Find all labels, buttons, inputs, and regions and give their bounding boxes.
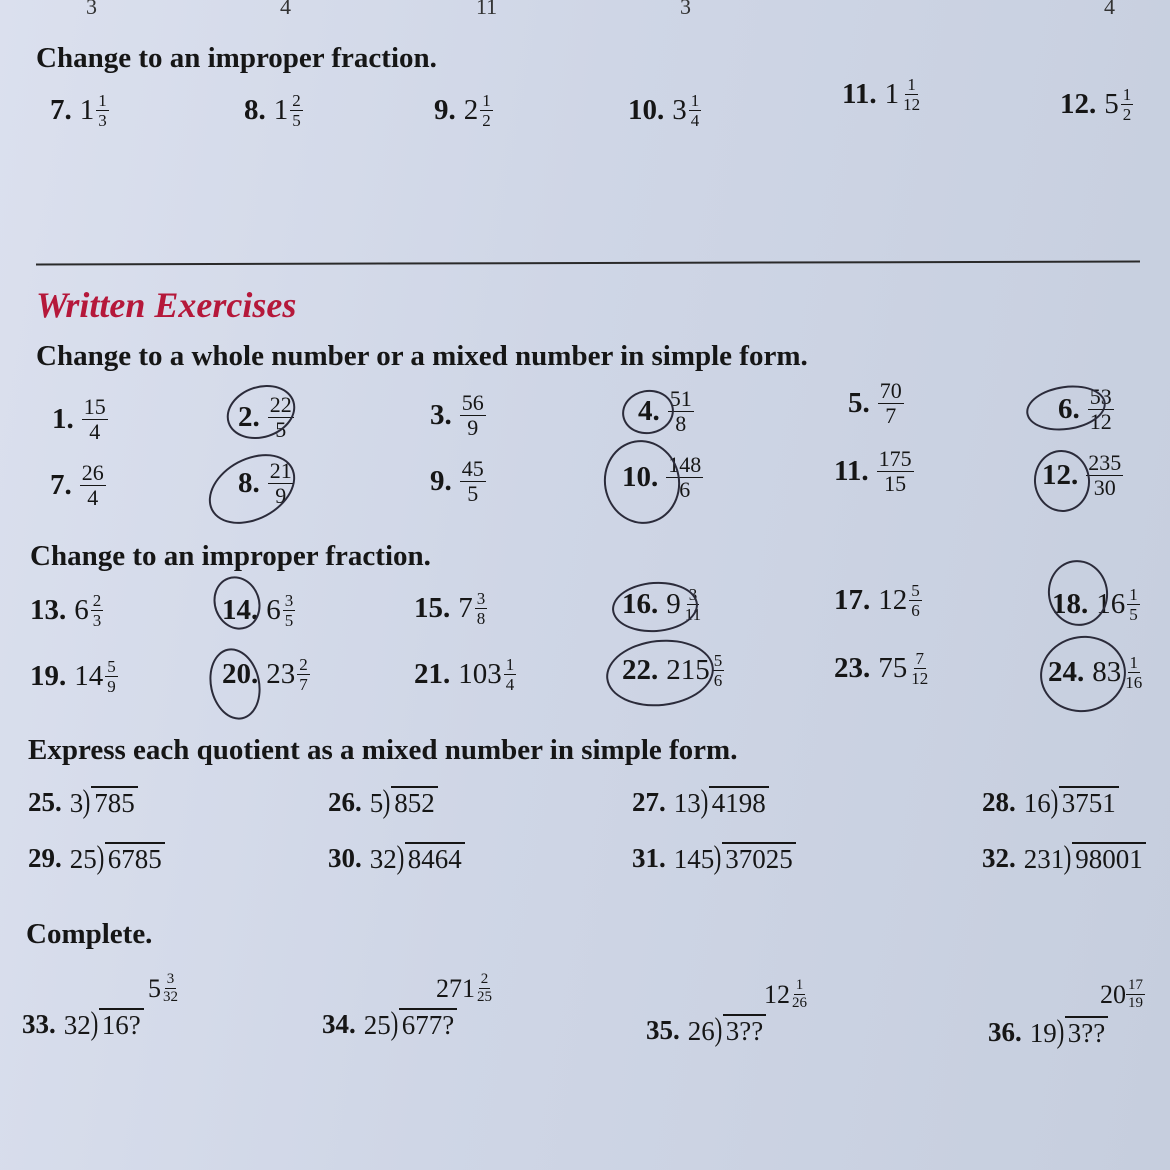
division-bracket: ): [90, 1006, 99, 1043]
division-bracket: ): [714, 1012, 723, 1049]
top-number: 11: [476, 0, 498, 19]
exercise-number: 28.: [982, 787, 1016, 818]
exercise-number: 9.: [434, 94, 456, 126]
fraction: [504, 656, 517, 693]
dividend: 98001: [1072, 842, 1146, 875]
quotient-whole: 271: [436, 973, 475, 1003]
exercise-b-9: [430, 458, 486, 505]
exercise-number: 26.: [328, 787, 362, 818]
quotient-whole: 20: [1100, 979, 1126, 1009]
denominator: 6: [713, 671, 723, 690]
exercise-number: 18.: [1052, 588, 1089, 620]
exercise-d-26: [328, 786, 438, 819]
division-line: [322, 1008, 457, 1041]
fraction: [909, 582, 922, 619]
fraction: [1121, 86, 1134, 123]
denominator: 9: [275, 483, 287, 508]
long-division: [674, 786, 769, 819]
exercise-c-21: [414, 656, 516, 693]
exercise-b-3: [430, 392, 486, 439]
dividend: 677?: [399, 1008, 457, 1041]
top-number: 4: [1104, 0, 1115, 19]
numerator: 2: [92, 591, 102, 610]
exercise-number: 9.: [430, 465, 452, 497]
whole-part: 1: [79, 94, 95, 126]
denominator: 4: [89, 419, 101, 444]
divisor: 231: [1023, 844, 1065, 875]
exercise-number: 31.: [632, 843, 666, 874]
exercise-a-9: [434, 92, 493, 129]
denominator: 5: [275, 417, 287, 442]
exercise-number: 2.: [238, 401, 260, 433]
quotient: [436, 972, 494, 1005]
long-division: [370, 786, 438, 819]
denominator: 4: [87, 485, 99, 510]
numerator: 53: [1089, 384, 1112, 409]
numerator: 45: [461, 456, 484, 481]
exercise-number: 16.: [622, 588, 659, 620]
denominator: 4: [505, 675, 515, 694]
whole-part: 12: [878, 584, 908, 616]
numerator: 1: [98, 91, 107, 110]
exercise-d-27: [632, 786, 769, 819]
denominator: 7: [885, 403, 897, 428]
exercise-number: 3.: [430, 399, 452, 431]
numerator: 2: [292, 91, 301, 110]
division-line: [22, 1008, 144, 1041]
denominator: 2: [1122, 105, 1132, 124]
denominator: 8: [675, 411, 687, 436]
numerator: 51: [669, 386, 692, 411]
numerator: 7: [915, 649, 924, 668]
fraction: [1086, 452, 1123, 499]
denominator: 3: [92, 611, 102, 630]
division-bracket: ): [396, 840, 405, 877]
section-divider: [36, 261, 1140, 266]
denominator: 19: [1128, 995, 1143, 1011]
numerator: 1: [482, 91, 491, 110]
exercise-number: 35.: [646, 1015, 680, 1046]
exercise-number: 36.: [988, 1017, 1022, 1048]
quotient-fraction: [161, 972, 180, 1005]
dividend: 3751: [1059, 786, 1119, 819]
exercise-d-31: [632, 842, 796, 875]
long-division: [364, 1008, 457, 1041]
division-bracket: ): [96, 840, 105, 877]
fraction: [909, 650, 930, 687]
long-division: [1024, 786, 1119, 819]
fraction: [91, 592, 104, 629]
fraction: [460, 458, 486, 505]
exercise-number: 20.: [222, 658, 259, 690]
fraction: [901, 76, 922, 113]
whole-part: 5: [1104, 88, 1119, 120]
exercise-number: 27.: [632, 787, 666, 818]
fraction: [475, 590, 488, 627]
exercise-number: 6.: [1058, 393, 1080, 425]
exercise-a-7: [50, 92, 109, 129]
whole-part: 103: [458, 658, 502, 690]
division-bracket: ): [713, 840, 722, 877]
division-bracket: ): [1050, 784, 1059, 821]
divisor: 13: [673, 788, 701, 819]
whole-part: 83: [1092, 656, 1122, 688]
denominator: 32: [163, 989, 178, 1005]
exercise-number: 30.: [328, 843, 362, 874]
quotient-fraction: [1126, 978, 1145, 1011]
fraction: [480, 92, 493, 129]
quotient: [1100, 978, 1145, 1011]
long-division: [1024, 842, 1146, 875]
division-line: [988, 1016, 1108, 1049]
exercise-number: 14.: [222, 594, 259, 626]
exercise-c-23: [834, 650, 930, 687]
division-line: [646, 1014, 766, 1047]
exercise-number: 24.: [1048, 656, 1085, 688]
fraction: [1127, 586, 1140, 623]
divisor: 16: [1023, 788, 1051, 819]
exercise-b-5: [848, 380, 904, 427]
quotient-fraction: [475, 972, 494, 1005]
exercise-number: 15.: [414, 592, 451, 624]
whole-part: 9: [666, 588, 681, 620]
exercise-c-19: [30, 658, 118, 695]
quotient: [148, 972, 180, 1005]
exercise-number: 13.: [30, 594, 67, 626]
denominator: 5: [284, 611, 294, 630]
numerator: 3: [284, 591, 294, 610]
section-c-heading: Change to an improper fraction.: [30, 540, 431, 572]
divisor: 26: [687, 1016, 715, 1047]
exercise-number: 11.: [834, 455, 869, 487]
whole-part: 75: [878, 652, 908, 684]
divisor: 5: [369, 788, 384, 819]
top-number: 4: [280, 0, 291, 19]
denominator: 3: [98, 111, 107, 130]
numerator: 1: [907, 75, 916, 94]
denominator: 4: [690, 111, 700, 130]
numerator: 15: [83, 394, 106, 419]
denominator: 2: [482, 111, 491, 130]
divisor: 32: [369, 844, 397, 875]
denominator: 6: [911, 601, 920, 620]
numerator: 235: [1088, 450, 1122, 475]
divisor: 25: [69, 844, 97, 875]
section-e-heading: Complete.: [26, 918, 153, 950]
top-number: 3: [680, 0, 691, 19]
top-number: 3: [86, 0, 97, 19]
exercise-number: 4.: [638, 395, 660, 427]
exercise-number: 33.: [22, 1009, 56, 1040]
fraction: [1123, 654, 1144, 691]
pen-circle-22: [603, 635, 717, 712]
numerator: 26: [81, 460, 104, 485]
fraction: [82, 396, 108, 443]
numerator: 22: [269, 392, 292, 417]
denominator: 12: [1089, 409, 1112, 434]
whole-part: 7: [458, 592, 473, 624]
division-bracket: ): [1056, 1014, 1065, 1051]
numerator: 2: [299, 655, 308, 674]
denominator: 12: [911, 669, 929, 688]
long-division: [674, 842, 796, 875]
exercise-number: 34.: [322, 1009, 356, 1040]
exercise-number: 8.: [238, 467, 260, 499]
quotient-fraction: [790, 978, 809, 1011]
exercise-c-15: [414, 590, 487, 627]
denominator: 8: [476, 609, 486, 628]
exercise-a-10: [628, 92, 701, 129]
exercise-number: 32.: [982, 843, 1016, 874]
numerator: 1: [1129, 585, 1138, 604]
exercise-number: 1.: [52, 403, 74, 435]
denominator: 25: [477, 989, 492, 1005]
exercise-number: 10.: [628, 94, 665, 126]
numerator: 56: [461, 390, 484, 415]
exercise-number: 29.: [28, 843, 62, 874]
exercise-b-7: [50, 462, 106, 509]
division-bracket: ): [1063, 840, 1072, 877]
exercise-d-25: [28, 786, 138, 819]
denominator: 30: [1093, 475, 1116, 500]
pen-circle-24: [1035, 630, 1131, 717]
denominator: 9: [107, 677, 116, 696]
divisor: 19: [1029, 1018, 1057, 1049]
whole-part: 14: [74, 660, 104, 692]
numerator: 1: [690, 91, 700, 110]
numerator: 70: [879, 378, 902, 403]
exercise-a-11: [842, 76, 922, 113]
fraction: [80, 462, 106, 509]
numerator: 5: [107, 657, 116, 676]
numerator: 2: [480, 971, 489, 987]
long-division: [1030, 1016, 1108, 1049]
long-division: [70, 842, 165, 875]
whole-part: 1: [273, 94, 289, 126]
fraction: [878, 380, 904, 427]
long-division: [688, 1014, 766, 1047]
exercise-number: 8.: [244, 94, 266, 126]
dividend: 16?: [99, 1008, 144, 1041]
section-a-heading: Change to an improper fraction.: [36, 42, 437, 74]
exercise-c-13: [30, 592, 103, 629]
denominator: 9: [467, 415, 479, 440]
numerator: 3: [166, 971, 175, 987]
exercise-number: 25.: [28, 787, 62, 818]
dividend: 8464: [405, 842, 465, 875]
denominator: 11: [684, 605, 702, 624]
quotient-whole: 5: [148, 973, 161, 1003]
numerator: 1: [795, 977, 804, 993]
dividend: 37025: [722, 842, 796, 875]
numerator: 175: [878, 446, 912, 471]
denominator: 5: [292, 111, 301, 130]
divisor: 3: [69, 788, 84, 819]
exercise-number: 12.: [1042, 459, 1079, 491]
fraction: [460, 392, 486, 439]
denominator: 6: [679, 477, 691, 502]
exercise-a-12: [1060, 86, 1133, 123]
exercise-d-29: [28, 842, 165, 875]
denominator: 5: [1129, 605, 1138, 624]
dividend: 6785: [105, 842, 165, 875]
division-bracket: ): [82, 784, 91, 821]
pen-circle-8: [197, 440, 307, 538]
dividend: 785: [91, 786, 138, 819]
long-division: [64, 1008, 144, 1041]
dividend: 3??: [723, 1014, 766, 1047]
exercise-b-11: [834, 448, 914, 495]
quotient-whole: 12: [764, 979, 790, 1009]
denominator: 26: [792, 995, 807, 1011]
exercise-c-17: [834, 582, 922, 619]
whole-part: 1: [884, 78, 900, 110]
divisor: 32: [63, 1010, 91, 1041]
exercise-d-28: [982, 786, 1119, 819]
dividend: 852: [391, 786, 438, 819]
written-exercises-title: Written Exercises: [36, 285, 297, 325]
numerator: 1: [1122, 85, 1132, 104]
whole-part: 6: [266, 594, 281, 626]
numerator: 3: [688, 585, 698, 604]
exercise-number: 10.: [622, 461, 659, 493]
dividend: 4198: [709, 786, 769, 819]
whole-part: 23: [266, 658, 296, 690]
whole-part: 16: [1096, 588, 1126, 620]
denominator: 5: [467, 481, 479, 506]
exercise-a-8: [244, 92, 303, 129]
division-bracket: ): [382, 784, 391, 821]
exercise-number: 11.: [842, 78, 877, 110]
exercise-b-1: [52, 396, 108, 443]
quotient: [764, 978, 809, 1011]
pen-circle-10: [597, 434, 686, 530]
whole-part: 2: [463, 94, 479, 126]
fraction: [283, 592, 296, 629]
exercise-number: 12.: [1060, 88, 1097, 120]
exercise-d-32: [982, 842, 1146, 875]
long-division: [70, 786, 138, 819]
denominator: 15: [884, 471, 907, 496]
fraction: [96, 92, 109, 129]
numerator: 3: [476, 589, 486, 608]
whole-part: 3: [672, 94, 687, 126]
exercise-number: 5.: [848, 387, 870, 419]
section-b-heading: Change to a whole number or a mixed number in simple form.: [36, 340, 808, 372]
fraction: [689, 92, 702, 129]
exercise-number: 19.: [30, 660, 67, 692]
fraction: [297, 656, 310, 693]
denominator: 12: [903, 95, 921, 114]
dividend: 3??: [1065, 1016, 1108, 1049]
exercise-d-30: [328, 842, 465, 875]
section-d-heading: Express each quotient as a mixed number in simple form.: [28, 734, 738, 766]
divisor: 145: [673, 844, 715, 875]
numerator: 148: [668, 452, 702, 477]
numerator: 5: [713, 651, 723, 670]
denominator: 16: [1125, 673, 1143, 692]
numerator: 21: [269, 458, 292, 483]
exercise-number: 22.: [622, 654, 659, 686]
numerator: 17: [1128, 977, 1143, 993]
whole-part: 6: [74, 594, 89, 626]
denominator: 7: [299, 675, 308, 694]
exercise-number: 7.: [50, 94, 72, 126]
fraction: [105, 658, 118, 695]
numerator: 1: [1129, 653, 1138, 672]
exercise-number: 17.: [834, 584, 871, 616]
exercise-number: 21.: [414, 658, 451, 690]
numerator: 5: [911, 581, 920, 600]
exercise-number: 23.: [834, 652, 871, 684]
long-division: [370, 842, 465, 875]
exercise-number: 7.: [50, 469, 72, 501]
fraction: [877, 448, 914, 495]
divisor: 25: [363, 1010, 391, 1041]
fraction: [290, 92, 303, 129]
division-bracket: ): [390, 1006, 399, 1043]
division-bracket: ): [700, 784, 709, 821]
whole-part: 215: [666, 654, 710, 686]
numerator: 1: [505, 655, 515, 674]
